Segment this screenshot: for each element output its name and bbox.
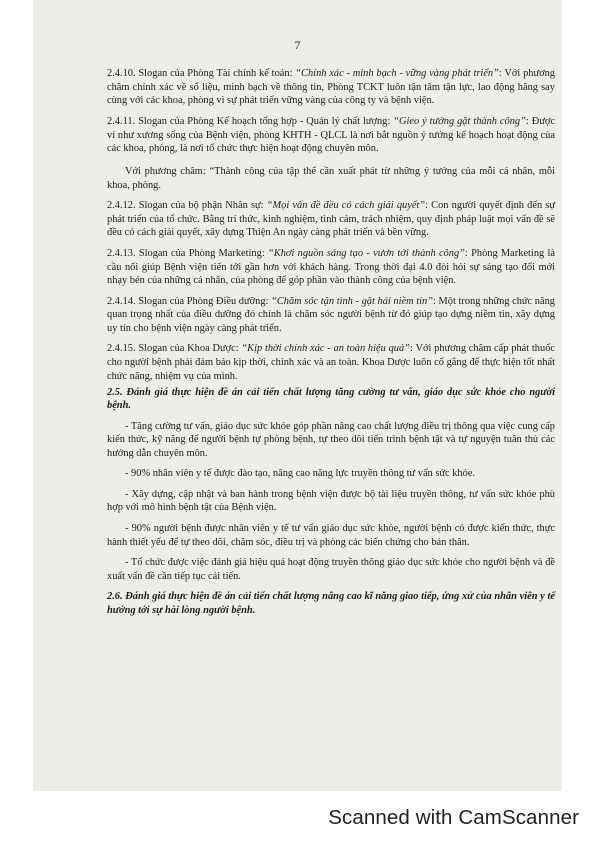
- item-slogan: “Mọi vấn đề đều có cách giải quyết”: [266, 200, 426, 211]
- section-2-5-heading: 2.5. Đánh giá thực hiện đề án cải tiến chất lượng tăng cường tư vấn, giáo dục sức khỏe cho người bệnh.: [107, 386, 555, 412]
- scanner-footer: [0, 800, 595, 842]
- item-body: : Được ví như xương sống của Bệnh viện, phòng KHTH - QLCL là nơi bắt nguồn ý tưởng kế hoạch hoạt động của các khoa, phòng, là nơi tổ chức thực hiện hoạt động chuyên môn.: [107, 115, 555, 155]
- item-body: : Một trong những chức năng quan trọng nhất của điều dưỡng đó chính là chăm sóc người bệnh từ đó giúp tạo dựng niềm tin, xây dựng uy tín cho bệnh viện ngày càng phát triển.: [107, 295, 556, 334]
- paragraph-2-4-15: [107, 342, 555, 383]
- section-2-5-bullet: - Tổ chức được việc đánh giá hiệu quả hoạt động truyền thông giáo dục sức khỏe cho người bệnh và đề xuất vấn đề cần tiếp tục cải tiến.: [107, 556, 555, 582]
- item-slogan: “Khơi nguồn sáng tạo - vươn tới thành công”: [268, 247, 465, 259]
- paragraph-2-4-12: [107, 199, 555, 240]
- paragraph-2-4-10: [107, 67, 555, 108]
- item-slogan: “Kịp thời chính xác - an toàn hiệu quả”: [241, 343, 410, 355]
- item-lead: 2.4.15. Slogan của Khoa Dược:: [107, 343, 242, 355]
- section-2-5-bullet: - Tăng cường tư vấn, giáo dục sức khỏe góp phần nâng cao chất lượng điều trị thông qua việc cung cấp kiến thức, kỹ năng để người bệnh tự phòng bệnh, tự theo dõi tiến trình bệnh tật và tự nguyện tuân thủ các hướng dẫn chuyên môn.: [107, 420, 555, 459]
- item-lead: 2.4.11. Slogan của Phòng Kế hoạch tổng hợp - Quản lý chất lượng:: [107, 115, 394, 127]
- item-body: : Con người quyết định đến sự phát triển của tổ chức. Bằng trí thức, kinh nghiệm, tình cảm, trách nhiệm, quy định pháp luật mọi vấn đề sẽ đều có cách giải quyết, xây dựng Thiện An ngày càng phát triển và bền vững.: [107, 200, 555, 239]
- item-body: : Với phương châm cấp phát thuốc cho người bệnh phải đảm bảo kịp thời, chính xác và an toàn. Khoa Dược luôn cố gắng để thực hiện tốt nhất chức năng, nhiệm vụ của mình.: [107, 343, 556, 382]
- item-body: : Phòng Marketing là cầu nối giúp Bệnh viện tiến tới gần hơn với khách hàng. Trong thời đại 4.0 đòi hỏi sự sáng tạo đổi mới nhạy bén của những cá nhân, của phòng để góp phần vào thành công của bệnh viện.: [107, 247, 555, 287]
- item-lead: 2.4.14. Slogan của Phòng Điều dưỡng:: [107, 295, 272, 307]
- item-slogan: “Gieo ý tưởng gặt thành công”: [393, 115, 526, 127]
- item-slogan: “Chính xác - minh bạch - vững vàng phát triển”: [295, 68, 499, 79]
- item-lead: 2.4.12. Slogan của bộ phận Nhân sự:: [107, 200, 267, 211]
- motto-paragraph: Với phương châm: “Thành công của tập thể cần xuất phát từ những ý tưởng của mỗi cá nhân, mỗi khoa, phòng.: [107, 165, 555, 191]
- item-slogan: “Chăm sóc tận tình - gặt hái niềm tin”: [271, 295, 434, 307]
- item-lead: 2.4.10. Slogan của Phòng Tài chính kế toán:: [107, 68, 296, 79]
- section-2-5-bullet: - Xây dựng, cập nhật và ban hành trong bệnh viện được bộ tài liệu truyền thông, tư vấn sức khỏe phù hợp với mô hình bệnh tật của Bệnh viện.: [107, 488, 555, 514]
- paragraph-2-4-13: [107, 247, 555, 288]
- camscanner-watermark: Scanned with CamScanner: [328, 806, 579, 829]
- item-lead: 2.4.13. Slogan của Phòng Marketing:: [107, 247, 268, 259]
- item-body: : Với phương châm chính xác về số liệu, minh bạch về thông tin, Phòng TCKT luôn tận tâm tận lực, lao động hăng say cùng với các khoa, phòng vì sự phát triển vững vàng của công ty và bệnh viện.: [107, 68, 555, 107]
- page-number: 7: [294, 38, 301, 52]
- section-2-5-bullet: - 90% nhân viên y tế được đào tạo, nâng cao năng lực truyền thông tư vấn sức khỏe.: [125, 468, 476, 480]
- scanned-page: [33, 0, 562, 791]
- section-2-6-heading: 2.6. Đánh giá thực hiện đề án cải tiến chất lượng nâng cao kĩ năng giao tiếp, ứng xử của nhân viên y tế hướng tới sự hài lòng người bệnh.: [107, 591, 555, 616]
- paragraph-2-4-11: [107, 115, 555, 156]
- paragraph-2-4-14: [107, 295, 555, 336]
- document-body: [107, 67, 555, 624]
- section-2-5-bullet: - 90% người bệnh được nhân viên y tế tư vấn giáo dục sức khỏe, người bệnh có được kiến thức, thực hành thiết yếu để tự theo dõi, chăm sóc, điều trị và phòng các biến chứng cho bản thân.: [107, 522, 555, 548]
